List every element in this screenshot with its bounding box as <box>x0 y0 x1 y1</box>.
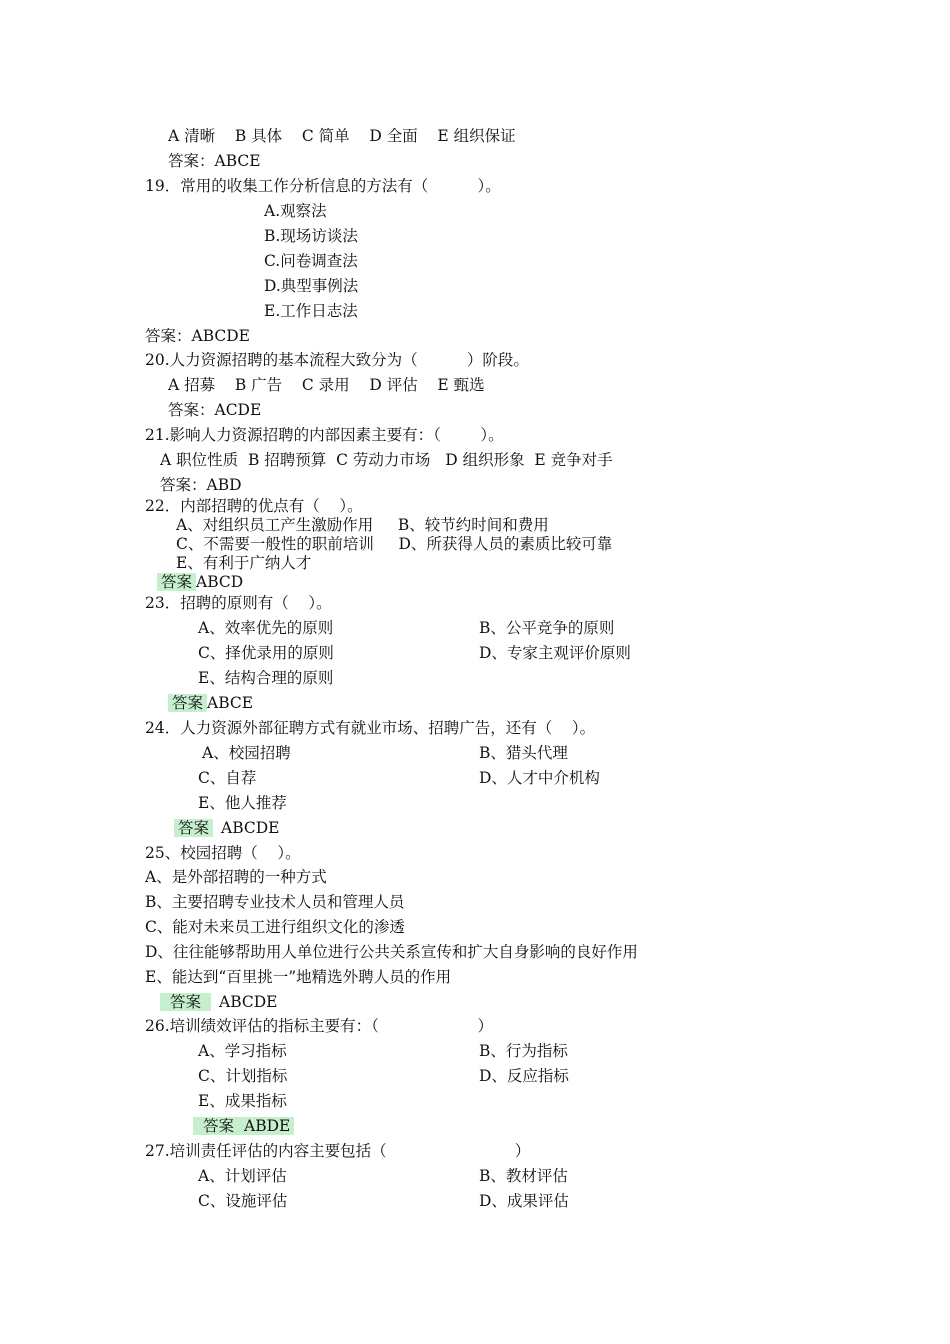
q25-option-b: B、主要招聘专业技术人员和管理人员 <box>145 893 405 911</box>
q23-question: 23．招聘的原则有（ ）。 <box>145 594 332 612</box>
q24-answer <box>174 818 280 838</box>
q21-options: A 职位性质 B 招聘预算 C 劳动力市场 D 组织形象 E 竞争对手 <box>160 451 613 469</box>
q18-options: A 清晰 B 具体 C 简单 D 全面 E 组织保证 <box>168 127 516 145</box>
q27-option-b: B、教材评估 <box>479 1167 568 1185</box>
q20-question: 20.人力资源招聘的基本流程大致分为（ ）阶段。 <box>145 351 529 369</box>
q24-option-d: D、人才中介机构 <box>479 769 600 787</box>
q24-option-e: E、他人推荐 <box>198 794 287 812</box>
q22-options-ab: A、对组织员工产生激励作用 B、较节约时间和费用 <box>176 516 549 534</box>
answer-value: ABDE <box>244 1117 294 1135</box>
q19-option-d: D.典型事例法 <box>264 277 359 295</box>
q20-options: A 招募 B 广告 C 录用 D 评估 E 甄选 <box>168 376 485 394</box>
q25-option-e: E、能达到“百里挑一”地精选外聘人员的作用 <box>145 968 452 986</box>
answer-highlight-label: 答案 <box>157 573 196 591</box>
q23-option-b: B、公平竞争的原则 <box>479 619 615 637</box>
q26-option-d: D、反应指标 <box>479 1067 569 1085</box>
q21-question: 21.影响人力资源招聘的内部因素主要有：（ ）。 <box>145 426 504 444</box>
q27-option-c: C、设施评估 <box>198 1192 288 1210</box>
q25-question: 25、校园招聘（ ）。 <box>145 844 301 862</box>
q20-answer: 答案：ACDE <box>168 401 262 419</box>
q21-answer: 答案：ABD <box>160 476 242 494</box>
q24-option-b: B、猎头代理 <box>479 744 568 762</box>
q25-option-d: D、往往能够帮助用人单位进行公共关系宣传和扩大自身影响的良好作用 <box>145 943 638 961</box>
answer-highlight-label: 答案 <box>168 694 207 712</box>
q19-option-b: B.现场访谈法 <box>264 227 358 245</box>
q19-option-a: A.观察法 <box>264 202 327 220</box>
q26-option-c: C、计划指标 <box>198 1067 288 1085</box>
q27-option-a: A、计划评估 <box>198 1167 287 1185</box>
answer-value: ABCE <box>207 694 254 712</box>
q19-option-c: C.问卷调查法 <box>264 252 358 270</box>
q26-option-e: E、成果指标 <box>198 1092 287 1110</box>
q22-answer <box>157 572 243 592</box>
answer-highlight-label: 答案 <box>193 1117 244 1135</box>
q23-option-a: A、效率优先的原则 <box>198 619 334 637</box>
q18-answer: 答案：ABCE <box>168 152 261 170</box>
q26-answer <box>193 1116 294 1136</box>
q26-option-b: B、行为指标 <box>479 1042 568 1060</box>
q27-question: 27.培训责任评估的内容主要包括（ ） <box>145 1142 531 1160</box>
q22-options-cd: C、不需要一般性的职前培训 D、所获得人员的素质比较可靠 <box>176 535 613 553</box>
q22-question: 22．内部招聘的优点有（ ）。 <box>145 497 363 515</box>
q19-answer: 答案：ABCDE <box>145 327 250 345</box>
q19-question: 19．常用的收集工作分析信息的方法有（ ）。 <box>145 177 501 195</box>
answer-highlight-label: 答案 <box>174 819 213 837</box>
q25-option-c: C、能对未来员工进行组织文化的渗透 <box>145 918 405 936</box>
q25-option-a: A、是外部招聘的一种方式 <box>145 868 327 886</box>
q26-question: 26.培训绩效评估的指标主要有：（ ） <box>145 1017 493 1035</box>
q23-option-d: D、专家主观评价原则 <box>479 644 631 662</box>
answer-value: ABCDE <box>221 819 280 837</box>
q26-option-a: A、学习指标 <box>198 1042 287 1060</box>
q23-option-e: E、结构合理的原则 <box>198 669 334 687</box>
answer-value: ABCD <box>196 573 244 591</box>
q24-option-c: C、自荐 <box>198 769 257 787</box>
answer-value: ABCDE <box>219 993 278 1011</box>
q24-question: 24．人力资源外部征聘方式有就业市场、招聘广告，还有（ ）。 <box>145 719 596 737</box>
q23-option-c: C、择优录用的原则 <box>198 644 334 662</box>
q25-answer <box>160 992 278 1012</box>
q19-option-e: E.工作日志法 <box>264 302 358 320</box>
q27-option-d: D、成果评估 <box>479 1192 569 1210</box>
q22-option-e: E、有利于广纳人才 <box>176 554 312 572</box>
q24-option-a: A、校园招聘 <box>202 744 291 762</box>
q23-answer <box>168 693 253 713</box>
answer-highlight-label: 答案 <box>160 993 211 1011</box>
